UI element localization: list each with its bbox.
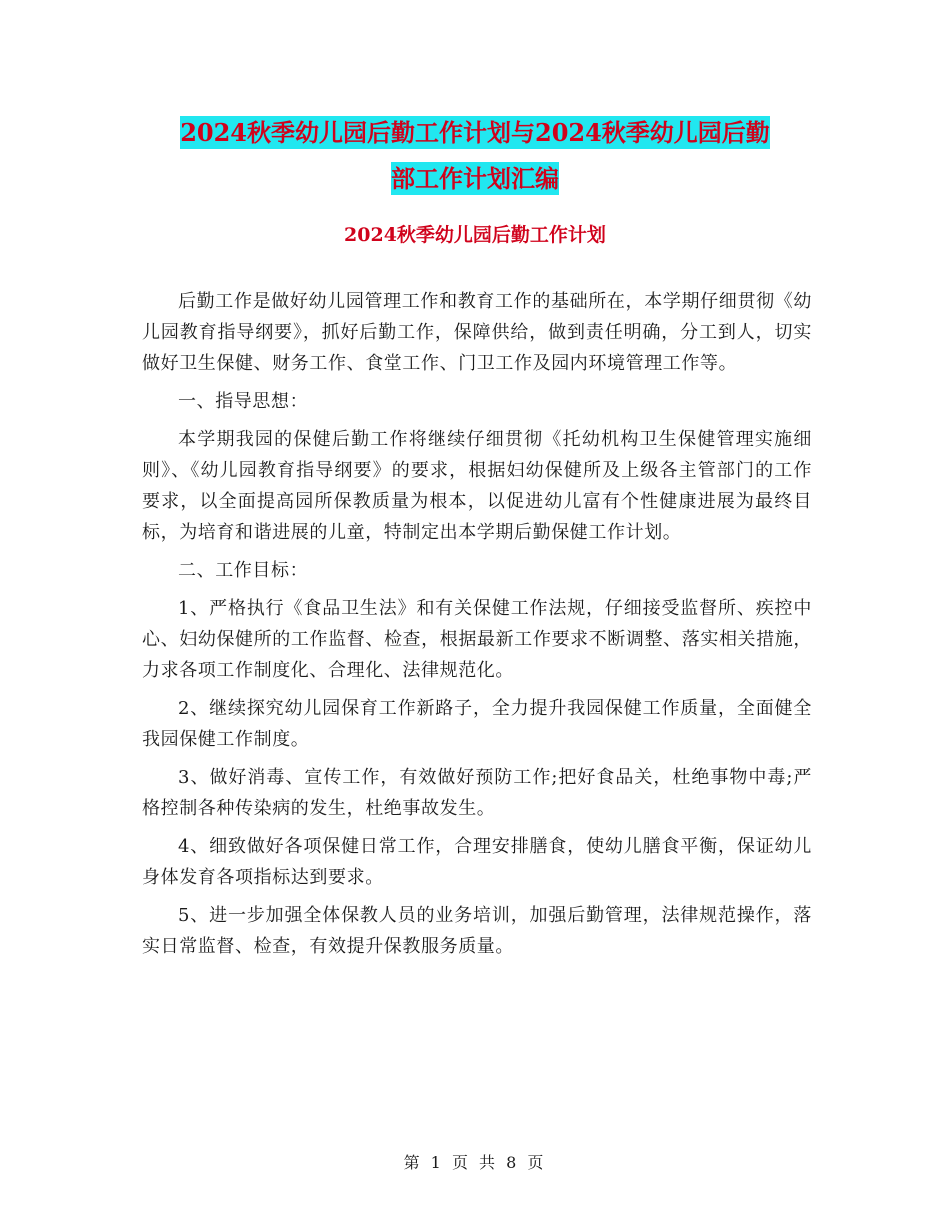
main-title [140, 110, 810, 202]
goal-item-3: 3、做好消毒、宣传工作，有效做好预防工作;把好食品关，杜绝事物中毒;严格控制各种传染病的发生，杜绝事故发生。 [142, 767, 812, 819]
main-title-line-1: 2024秋季幼儿园后勤工作计划与2024秋季幼儿园后勤 [180, 118, 770, 147]
page-footer: 第 1 页 共 8 页 [403, 1153, 547, 1172]
goal-item-4: 4、细致做好各项保健日常工作，合理安排膳食，使幼儿膳食平衡，保证幼儿身体发育各项指标达到要求。 [142, 836, 812, 888]
heading-guiding-ideology: 一、指导思想： [178, 391, 309, 412]
main-title-line-2: 部工作计划汇编 [391, 164, 559, 193]
heading-work-goals: 二、工作目标： [178, 560, 309, 581]
intro-paragraph: 后勤工作是做好幼儿园管理工作和教育工作的基础所在，本学期仔细贯彻《幼儿园教育指导纲要》，抓好后勤工作，保障供给，做到责任明确，分工到人，切实做好卫生保健、财务工作、食堂工作、门卫工作及园内环境管理工作等。 [142, 291, 812, 374]
goal-item-1: 1、严格执行《食品卫生法》和有关保健工作法规，仔细接受监督所、疾控中心、妇幼保健所的工作监督、检查，根据最新工作要求不断调整、落实相关措施，力求各项工作制度化、合理化、法律规范化。 [142, 598, 812, 681]
goal-item-2: 2、继续探究幼儿园保育工作新路子，全力提升我园保健工作质量，全面健全我园保健工作制度。 [142, 698, 812, 750]
body-text [142, 286, 812, 969]
guiding-ideology-paragraph: 本学期我园的保健后勤工作将继续仔细贯彻《托幼机构卫生保健管理实施细则》、《幼儿园教育指导纲要》的要求，根据妇幼保健所及上级各主管部门的工作要求，以全面提高园所保教质量为根本，以促进幼儿富有个性健康进展为最终目标，为培育和谐进展的儿童，特制定出本学期后勤保健工作计划。 [142, 429, 812, 543]
goal-item-5: 5、进一步加强全体保教人员的业务培训，加强后勤管理，法律规范操作，落实日常监督、检查，有效提升保教服务质量。 [142, 905, 812, 957]
section-title: 2024秋季幼儿园后勤工作计划 [344, 224, 606, 246]
